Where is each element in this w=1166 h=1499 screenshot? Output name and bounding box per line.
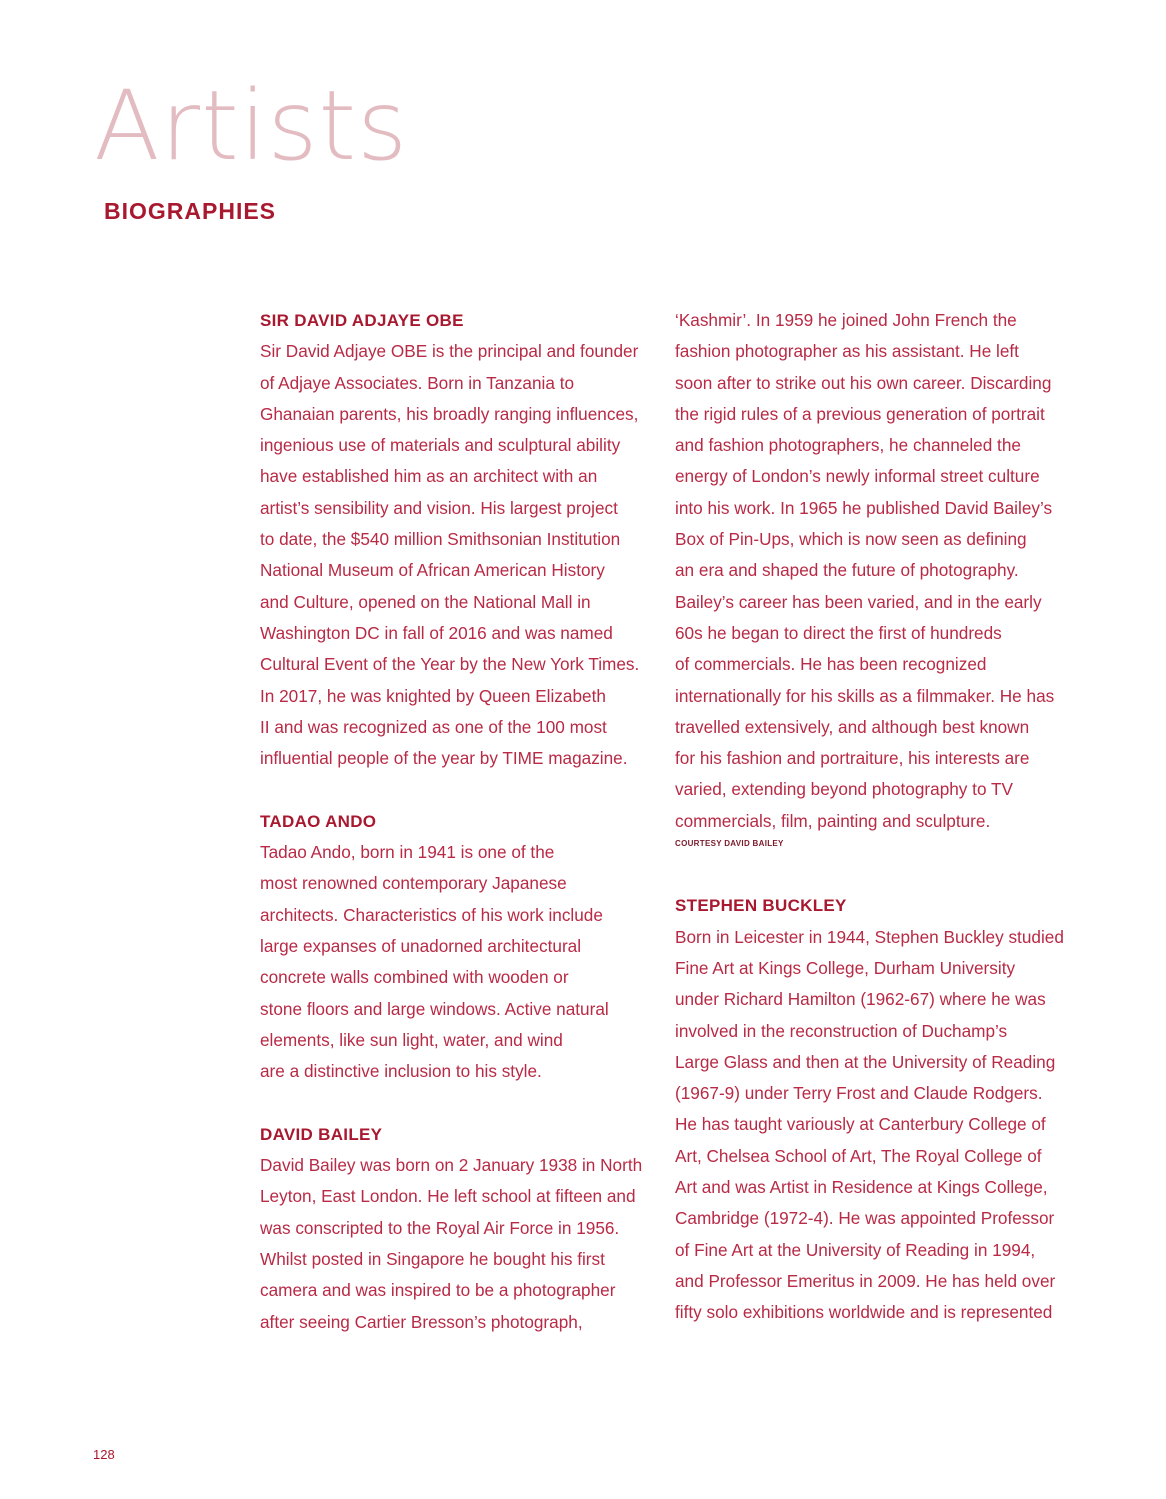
biography-text-line: Leyton, East London. He left school at fifteen and: [260, 1186, 636, 1207]
biography-text-line: architects. Characteristics of his work include: [260, 904, 603, 925]
biography-text-line: energy of London’s newly informal street culture: [675, 466, 1040, 487]
section-subtitle: BIOGRAPHIES: [104, 198, 277, 224]
biography-text-line: and Culture, opened on the National Mall in: [260, 591, 591, 612]
biography-text-line: ingenious use of materials and sculptural ability: [260, 435, 621, 456]
biography-continuation: [675, 305, 1095, 859]
biography-text-line: concrete walls combined with wooden or: [260, 967, 569, 988]
biography-text-line: Art and was Artist in Residence at Kings College,: [675, 1177, 1048, 1198]
biography-text-line: for his fashion and portraiture, his interests are: [675, 748, 1030, 769]
biography-heading: DAVID BAILEY: [260, 1124, 383, 1144]
biography-text-line: National Museum of African American History: [260, 560, 605, 581]
biography-text-line: (1967-9) under Terry Frost and Claude Rodgers.: [675, 1083, 1043, 1104]
biography-text-line: artist’s sensibility and vision. His largest project: [260, 497, 618, 518]
biography-text-line: elements, like sun light, water, and wind: [260, 1029, 563, 1050]
biography-text-line: and fashion photographers, he channeled the: [675, 435, 1021, 456]
page-number: 128: [93, 1447, 115, 1462]
biography-section: [675, 859, 1095, 1328]
biography-text-line: involved in the reconstruction of Duchamp’s: [675, 1020, 1008, 1041]
biography-text-line: travelled extensively, and although best known: [675, 716, 1030, 737]
biography-text-line: camera and was inspired to be a photographer: [260, 1280, 616, 1301]
left-column: [260, 305, 680, 1338]
biography-text-line: of Fine Art at the University of Reading in 1994,: [675, 1239, 1036, 1260]
section-spacer: [260, 774, 680, 805]
biography-text-line: David Bailey was born on 2 January 1938 in North: [260, 1155, 643, 1176]
biography-text-line: soon after to strike out his own career. Discarding: [675, 372, 1052, 393]
biography-text-line: fifty solo exhibitions worldwide and is represented: [675, 1302, 1053, 1323]
biography-text-line: into his work. In 1965 he published David Bailey’s: [675, 497, 1053, 518]
biography-text-line: Born in Leicester in 1944, Stephen Buckley studied: [675, 926, 1064, 947]
biography-text-line: Box of Pin-Ups, which is now seen as defining: [675, 529, 1027, 550]
biography-heading: SIR DAVID ADJAYE OBE: [260, 311, 464, 330]
biography-text-line: He has taught variously at Canterbury College of: [675, 1114, 1046, 1135]
biography-heading: TADAO ANDO: [260, 811, 377, 831]
biography-text-line: Sir David Adjaye OBE is the principal and founder: [260, 341, 639, 362]
biography-section: [260, 305, 680, 774]
biography-text-line: and Professor Emeritus in 2009. He has held over: [675, 1270, 1056, 1291]
biography-section: [260, 774, 680, 1087]
biography-text-line: II and was recognized as one of the 100 most: [260, 716, 607, 737]
biography-text-line: varied, extending beyond photography to TV: [675, 779, 1013, 800]
biography-heading: STEPHEN BUCKLEY: [675, 896, 847, 916]
biography-text-line: most renowned contemporary Japanese: [260, 873, 567, 894]
section-spacer: [260, 1087, 680, 1118]
biography-text-line: Cultural Event of the Year by the New York Times.: [260, 654, 640, 675]
biography-text-line: stone floors and large windows. Active natural: [260, 998, 609, 1019]
biography-text-line: large expanses of unadorned architectural: [260, 935, 582, 956]
biography-text-line: influential people of the year by TIME magazine.: [260, 748, 628, 769]
biography-text-line: ‘Kashmir’. In 1959 he joined John French the: [675, 310, 1017, 330]
biography-text-line: after seeing Cartier Bresson’s photograph,: [260, 1311, 583, 1332]
page-title: Artists: [94, 70, 409, 182]
biography-text-line: an era and shaped the future of photography.: [675, 560, 1019, 581]
biography-text-line: In 2017, he was knighted by Queen Elizabeth: [260, 685, 606, 706]
biography-text-line: fashion photographer as his assistant. He left: [675, 341, 1019, 362]
photo-credit: COURTESY DAVID BAILEY: [675, 839, 784, 849]
biography-text-line: are a distinctive inclusion to his style.: [260, 1061, 542, 1082]
biography-text-line: 60s he began to direct the first of hundreds: [675, 622, 1002, 643]
biography-text-line: of commercials. He has been recognized: [675, 654, 987, 675]
biography-text-line: Whilst posted in Singapore he bought his first: [260, 1248, 605, 1269]
biography-text-line: internationally for his skills as a filmmaker. He has: [675, 685, 1055, 706]
biography-text-line: Art, Chelsea School of Art, The Royal College of: [675, 1145, 1042, 1166]
biography-text-line: to date, the $540 million Smithsonian Institution: [260, 529, 621, 550]
biography-text-line: was conscripted to the Royal Air Force in 1956.: [260, 1217, 620, 1238]
biography-text-line: Cambridge (1972-4). He was appointed Professor: [675, 1208, 1055, 1229]
biography-text-line: commercials, film, painting and sculpture.: [675, 810, 991, 831]
biography-text-line: Washington DC in fall of 2016 and was named: [260, 622, 613, 643]
right-column: [675, 305, 1095, 1329]
biography-section: [260, 1087, 680, 1337]
biography-text-line: Large Glass and then at the University of Reading: [675, 1051, 1056, 1072]
biography-text-line: under Richard Hamilton (1962-67) where he was: [675, 989, 1046, 1010]
biography-text-line: Bailey’s career has been varied, and in the early: [675, 591, 1042, 612]
biography-text-line: have established him as an architect with an: [260, 466, 598, 487]
section-spacer: [675, 859, 1095, 890]
biography-text-line: Ghanaian parents, his broadly ranging influences,: [260, 403, 639, 424]
biography-text-line: of Adjaye Associates. Born in Tanzania to: [260, 372, 575, 393]
biography-text-line: the rigid rules of a previous generation of portrait: [675, 403, 1045, 424]
biography-text-line: Fine Art at Kings College, Durham University: [675, 957, 1016, 978]
biography-text-line: Tadao Ando, born in 1941 is one of the: [260, 842, 555, 863]
